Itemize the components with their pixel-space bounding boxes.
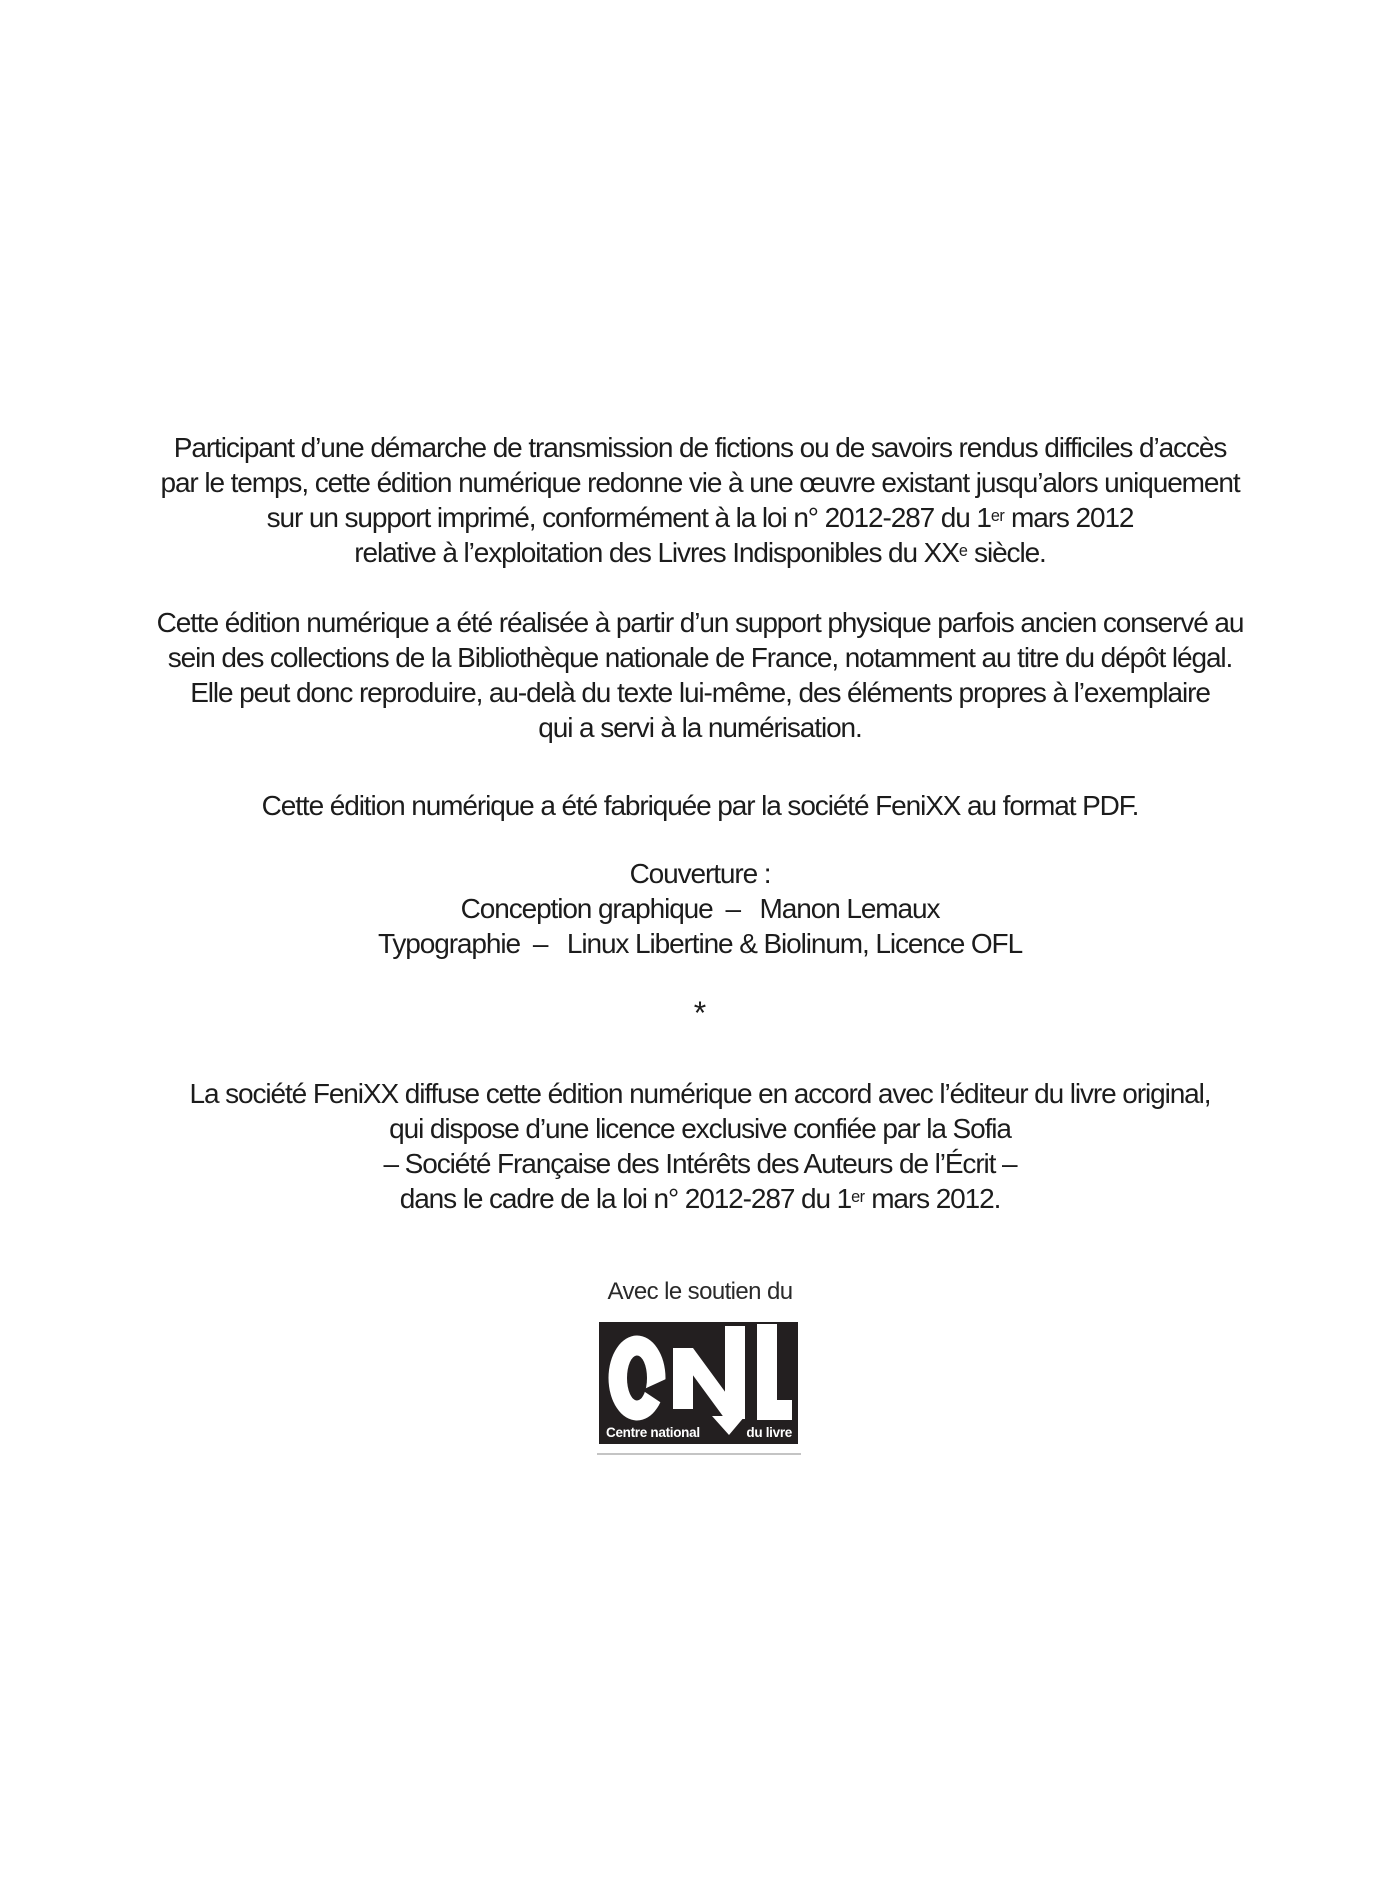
legal-line-2: par le temps, cette édition numérique redonne vie à une œuvre existant jusqu’alors uniquement <box>160 467 1240 498</box>
support-label: Avec le soutien du <box>607 1278 793 1305</box>
paragraph-couverture <box>0 856 1400 961</box>
cnl-letter-n-right-stem <box>725 1326 745 1419</box>
cnl-caption-left: Centre national <box>606 1425 700 1440</box>
cnl-caption-right: du livre <box>746 1425 792 1440</box>
diffusion-line-2: qui dispose d’une licence exclusive confiée par la Sofia <box>389 1113 1011 1144</box>
paragraph-legal <box>0 430 1400 570</box>
source-line-3: Elle peut donc reproduire, au-delà du texte lui-même, des éléments propres à l’exemplaire <box>190 677 1210 708</box>
paragraph-source <box>0 605 1400 745</box>
cnl-logo-graphic <box>599 1322 798 1444</box>
couverture-typographie: Typographie – Linux Libertine & Biolinum, Licence OFL <box>377 928 1023 959</box>
logo-underline <box>597 1453 801 1455</box>
couverture-title: Couverture : <box>629 858 771 889</box>
cnl-logo <box>599 1322 798 1449</box>
source-line-4: qui a servi à la numérisation. <box>538 712 862 743</box>
diffusion-line-4: dans le cadre de la loi n° 2012-287 du 1er mars 2012. <box>399 1183 1001 1214</box>
couverture-graphique: Conception graphique – Manon Lemaux <box>460 893 940 924</box>
paragraph-diffusion <box>0 1076 1400 1216</box>
asterisk-separator: * <box>693 995 707 1031</box>
cnl-letter-c-counter <box>627 1356 647 1401</box>
diffusion-line-1: La société FeniXX diffuse cette édition numérique en accord avec l’éditeur du livre original, <box>189 1078 1211 1109</box>
diffusion-line-3: – Société Française des Intérêts des Auteurs de l’Écrit – <box>383 1148 1017 1179</box>
legal-line-1: Participant d’une démarche de transmission de fictions ou de savoirs rendus difficiles d’accès <box>173 432 1227 463</box>
paragraph-fabrication <box>0 788 1400 823</box>
legal-line-3: sur un support imprimé, conformément à la loi n° 2012-287 du 1er mars 2012 <box>266 502 1134 533</box>
source-line-1: Cette édition numérique a été réalisée à partir d’un support physique parfois ancien conservé au <box>156 607 1244 638</box>
fabrication-line-1: Cette édition numérique a été fabriquée par la société FeniXX au format PDF. <box>261 790 1139 821</box>
source-line-2: sein des collections de la Bibliothèque nationale de France, notamment au titre du dépôt légal. <box>167 642 1233 673</box>
legal-line-4: relative à l’exploitation des Livres Indisponibles du XXe siècle. <box>354 537 1046 568</box>
cnl-letter-l-foot <box>757 1400 792 1420</box>
